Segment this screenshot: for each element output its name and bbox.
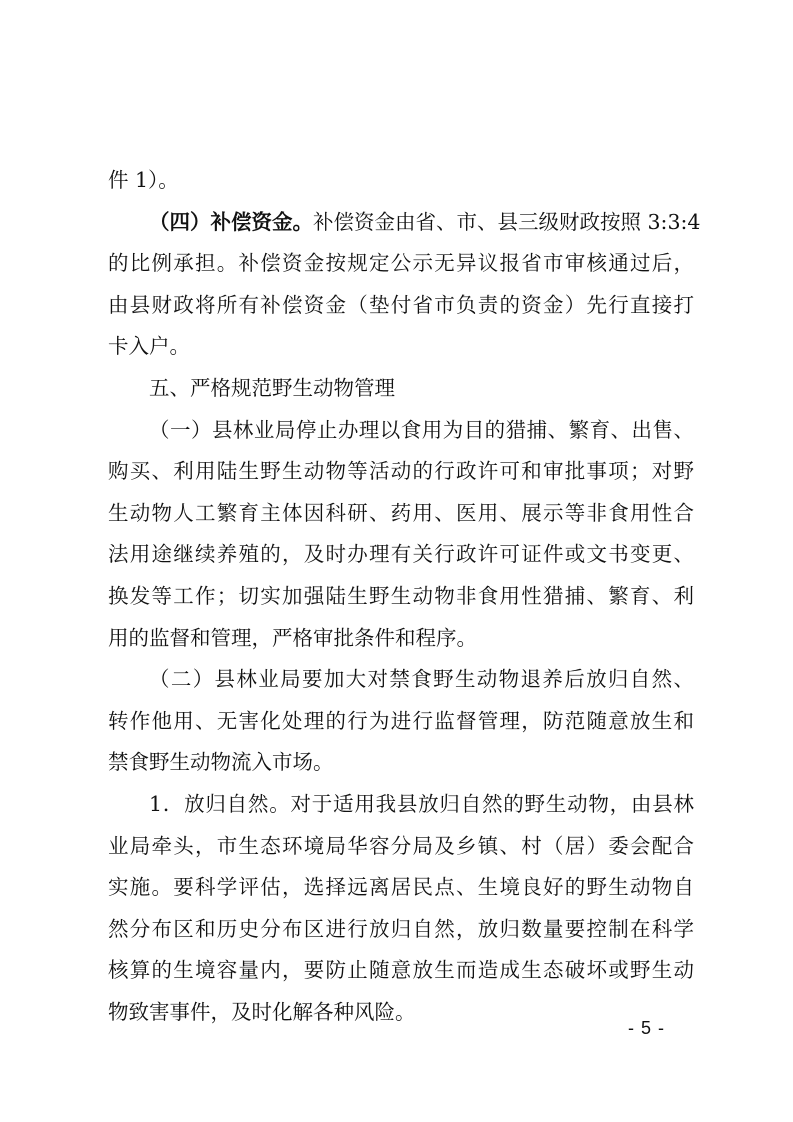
document-body — [108, 160, 701, 1033]
text-line: （一）县林业局停止办理以食用为目的猎捕、繁育、出售、 — [149, 417, 694, 442]
section-4-heading: （四）补偿资金。 — [149, 209, 313, 234]
text-line: 卡入户。 — [108, 334, 190, 359]
text-line: 换发等工作；切实加强陆生野生动物非食用性猎捕、繁育、利 — [108, 583, 694, 608]
text-line: 法用途继续养殖的，及时办理有关行政许可证件或文书变更、 — [108, 542, 694, 567]
text-line: 1．放归自然。对于适用我县放归自然的野生动物，由县林 — [149, 791, 694, 816]
text-line: （二）县林业局要加大对禁食野生动物退养后放归自然、 — [149, 667, 694, 692]
text-line: 购买、利用陆生野生动物等活动的行政许可和审批事项；对野 — [108, 459, 694, 484]
text-line: 件 1）。 — [108, 168, 179, 192]
text-line: 核算的生境容量内，要防止随意放生而造成生态破坏或野生动 — [108, 958, 694, 983]
text-line: 禁食野生动物流入市场。 — [108, 750, 334, 775]
page-number: - 5 - — [628, 1018, 666, 1038]
section-4-text: 补偿资金由省、市、县三级财政按照 3:3:4 — [313, 209, 701, 234]
text-line: 实施。要科学评估，选择远离居民点、生境良好的野生动物自 — [108, 875, 694, 900]
text-line: 转作他用、无害化处理的行为进行监督管理，防范随意放生和 — [108, 708, 694, 733]
text-line: 物致害事件，及时化解各种风险。 — [108, 999, 416, 1024]
section-4-line — [108, 202, 701, 244]
text-line: 生动物人工繁育主体因科研、药用、医用、展示等非食用性合 — [108, 500, 694, 525]
text-line: 业局牵头，市生态环境局华容分局及乡镇、村（居）委会配合 — [108, 833, 694, 858]
text-line: 用的监督和管理，严格审批条件和程序。 — [108, 625, 477, 650]
section-heading: 五、严格规范野生动物管理 — [149, 375, 395, 400]
text-line: 的比例承担。补偿资金按规定公示无异议报省市审核通过后， — [108, 251, 694, 276]
text-line: 由县财政将所有补偿资金（垫付省市负责的资金）先行直接打 — [108, 292, 694, 317]
text-line: 然分布区和历史分布区进行放归自然，放归数量要控制在科学 — [108, 916, 694, 941]
